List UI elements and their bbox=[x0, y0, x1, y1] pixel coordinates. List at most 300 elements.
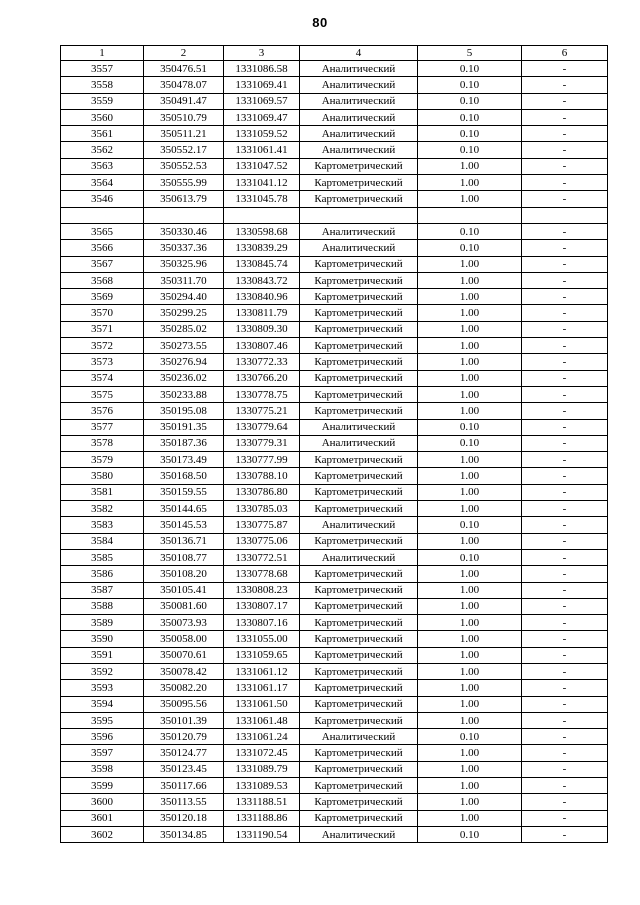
table-cell: 1331061.12 bbox=[224, 663, 300, 679]
table-row bbox=[61, 256, 608, 272]
table-row bbox=[61, 77, 608, 93]
table-cell: 1331059.65 bbox=[224, 647, 300, 663]
table-cell: 3572 bbox=[61, 338, 144, 354]
table-cell: Картометрический bbox=[300, 501, 418, 517]
table-cell: 0.10 bbox=[418, 435, 522, 451]
table-row bbox=[61, 549, 608, 565]
table-cell: 350325.96 bbox=[144, 256, 224, 272]
table-cell: 3592 bbox=[61, 663, 144, 679]
table-cell: - bbox=[522, 370, 608, 386]
table-cell: 350552.53 bbox=[144, 158, 224, 174]
table-cell: 350478.07 bbox=[144, 77, 224, 93]
table-cell: Картометрический bbox=[300, 191, 418, 207]
table-cell: Картометрический bbox=[300, 582, 418, 598]
table-cell: 350330.46 bbox=[144, 223, 224, 239]
table-row bbox=[61, 142, 608, 158]
table-cell: 1.00 bbox=[418, 794, 522, 810]
table-cell bbox=[61, 207, 144, 223]
table-cell: - bbox=[522, 631, 608, 647]
table-cell: Картометрический bbox=[300, 761, 418, 777]
table-cell: 350273.55 bbox=[144, 338, 224, 354]
column-header: 5 bbox=[418, 46, 522, 61]
table-cell: 350078.42 bbox=[144, 663, 224, 679]
table-cell: 3573 bbox=[61, 354, 144, 370]
table-row bbox=[61, 419, 608, 435]
table-row bbox=[61, 566, 608, 582]
table-cell: - bbox=[522, 501, 608, 517]
table-cell: - bbox=[522, 484, 608, 500]
table-cell: 1.00 bbox=[418, 680, 522, 696]
table-cell: 1.00 bbox=[418, 403, 522, 419]
column-header: 4 bbox=[300, 46, 418, 61]
table-cell: 0.10 bbox=[418, 517, 522, 533]
table-cell: 350120.79 bbox=[144, 729, 224, 745]
table-cell: 1330845.74 bbox=[224, 256, 300, 272]
table-cell: Картометрический bbox=[300, 289, 418, 305]
table-cell: - bbox=[522, 240, 608, 256]
table-cell: 1330807.17 bbox=[224, 598, 300, 614]
table-cell: 3576 bbox=[61, 403, 144, 419]
table-cell: 3589 bbox=[61, 615, 144, 631]
table-cell: Аналитический bbox=[300, 61, 418, 77]
table-cell: 350299.25 bbox=[144, 305, 224, 321]
table-row bbox=[61, 729, 608, 745]
table-cell: 1.00 bbox=[418, 582, 522, 598]
table-row bbox=[61, 615, 608, 631]
table-cell: 1330840.96 bbox=[224, 289, 300, 305]
table-cell: 3582 bbox=[61, 501, 144, 517]
table-cell: Картометрический bbox=[300, 338, 418, 354]
table-cell: Картометрический bbox=[300, 663, 418, 679]
table-row bbox=[61, 533, 608, 549]
table-cell: 350123.45 bbox=[144, 761, 224, 777]
table-cell: 350511.21 bbox=[144, 126, 224, 142]
table-cell: 3594 bbox=[61, 696, 144, 712]
table-cell: 350476.51 bbox=[144, 61, 224, 77]
table-cell: 1.00 bbox=[418, 452, 522, 468]
table-cell: 1.00 bbox=[418, 663, 522, 679]
table-row bbox=[61, 663, 608, 679]
table-cell: - bbox=[522, 549, 608, 565]
table-cell: 350168.50 bbox=[144, 468, 224, 484]
table-cell: 3602 bbox=[61, 826, 144, 842]
table-cell: - bbox=[522, 778, 608, 794]
table-cell: 1330778.75 bbox=[224, 386, 300, 402]
table-cell: 350491.47 bbox=[144, 93, 224, 109]
table-cell: 1331047.52 bbox=[224, 158, 300, 174]
table-row bbox=[61, 240, 608, 256]
table-cell: 3586 bbox=[61, 566, 144, 582]
table-row bbox=[61, 435, 608, 451]
table-cell: 350191.35 bbox=[144, 419, 224, 435]
table-row bbox=[61, 501, 608, 517]
table-cell: 0.10 bbox=[418, 77, 522, 93]
table-cell: Картометрический bbox=[300, 175, 418, 191]
table-cell bbox=[522, 207, 608, 223]
table-cell: 1330807.16 bbox=[224, 615, 300, 631]
table-cell: 350236.02 bbox=[144, 370, 224, 386]
table-row bbox=[61, 826, 608, 842]
table-cell: - bbox=[522, 419, 608, 435]
table-cell: - bbox=[522, 403, 608, 419]
table-cell: 1.00 bbox=[418, 370, 522, 386]
table-cell: 350070.61 bbox=[144, 647, 224, 663]
table-cell: Картометрический bbox=[300, 158, 418, 174]
table-cell: 1.00 bbox=[418, 598, 522, 614]
table-cell: 3569 bbox=[61, 289, 144, 305]
table-header-row bbox=[61, 46, 608, 61]
table-cell: 3559 bbox=[61, 93, 144, 109]
table-cell: 1331055.00 bbox=[224, 631, 300, 647]
table-cell: Картометрический bbox=[300, 615, 418, 631]
table-cell: 350095.56 bbox=[144, 696, 224, 712]
table-cell: - bbox=[522, 223, 608, 239]
table-cell: Картометрический bbox=[300, 272, 418, 288]
table-row bbox=[61, 452, 608, 468]
table-cell: 1.00 bbox=[418, 158, 522, 174]
table-cell: 1331069.47 bbox=[224, 109, 300, 125]
table-row bbox=[61, 354, 608, 370]
table-cell: Аналитический bbox=[300, 77, 418, 93]
table-cell: 1.00 bbox=[418, 354, 522, 370]
table-cell: Картометрический bbox=[300, 468, 418, 484]
table-cell: 0.10 bbox=[418, 549, 522, 565]
table-cell: - bbox=[522, 566, 608, 582]
table-row bbox=[61, 191, 608, 207]
table-cell bbox=[418, 207, 522, 223]
table-cell: 350082.20 bbox=[144, 680, 224, 696]
table-body bbox=[61, 61, 608, 843]
table-cell: 1.00 bbox=[418, 321, 522, 337]
table-cell: Картометрический bbox=[300, 321, 418, 337]
table-cell bbox=[224, 207, 300, 223]
table-cell: 350187.36 bbox=[144, 435, 224, 451]
table-cell: 3546 bbox=[61, 191, 144, 207]
table-row bbox=[61, 680, 608, 696]
table-cell: 1331061.48 bbox=[224, 712, 300, 728]
table-cell: 1331069.41 bbox=[224, 77, 300, 93]
table-cell: 1330779.31 bbox=[224, 435, 300, 451]
table-row bbox=[61, 778, 608, 794]
table-cell: 0.10 bbox=[418, 93, 522, 109]
table-cell: 3600 bbox=[61, 794, 144, 810]
table-cell: Картометрический bbox=[300, 354, 418, 370]
table-cell: 3560 bbox=[61, 109, 144, 125]
table-cell: 1331089.53 bbox=[224, 778, 300, 794]
table-row bbox=[61, 517, 608, 533]
table-cell: 0.10 bbox=[418, 240, 522, 256]
table-cell: 1330775.87 bbox=[224, 517, 300, 533]
table-cell: 0.10 bbox=[418, 223, 522, 239]
table-cell: 350120.18 bbox=[144, 810, 224, 826]
table-cell: 350173.49 bbox=[144, 452, 224, 468]
table-cell: 350073.93 bbox=[144, 615, 224, 631]
table-cell: - bbox=[522, 289, 608, 305]
table-row bbox=[61, 598, 608, 614]
table-cell: 3588 bbox=[61, 598, 144, 614]
table-cell: 350144.65 bbox=[144, 501, 224, 517]
table-cell: 3595 bbox=[61, 712, 144, 728]
table-cell: 0.10 bbox=[418, 126, 522, 142]
table-cell: 3577 bbox=[61, 419, 144, 435]
table-cell: 3570 bbox=[61, 305, 144, 321]
table-cell: 1330775.21 bbox=[224, 403, 300, 419]
table-cell: 3579 bbox=[61, 452, 144, 468]
table-cell: 350285.02 bbox=[144, 321, 224, 337]
column-header: 1 bbox=[61, 46, 144, 61]
table-cell: 350510.79 bbox=[144, 109, 224, 125]
table-cell: Картометрический bbox=[300, 598, 418, 614]
table-cell: 1331188.86 bbox=[224, 810, 300, 826]
table-row bbox=[61, 468, 608, 484]
table-cell: - bbox=[522, 745, 608, 761]
table-cell: 1330775.06 bbox=[224, 533, 300, 549]
table-cell: 1.00 bbox=[418, 386, 522, 402]
table-cell: 1331061.17 bbox=[224, 680, 300, 696]
table-cell: - bbox=[522, 321, 608, 337]
table-cell: - bbox=[522, 158, 608, 174]
table-cell: 1.00 bbox=[418, 305, 522, 321]
table-cell: 0.10 bbox=[418, 419, 522, 435]
table-cell: 1.00 bbox=[418, 615, 522, 631]
table-cell: 1330772.33 bbox=[224, 354, 300, 370]
coordinates-table bbox=[60, 45, 608, 843]
table-cell: - bbox=[522, 61, 608, 77]
table-row bbox=[61, 712, 608, 728]
table-cell: 1330786.80 bbox=[224, 484, 300, 500]
table-cell: - bbox=[522, 533, 608, 549]
table-cell: Картометрический bbox=[300, 403, 418, 419]
table-row bbox=[61, 272, 608, 288]
table-cell: 3575 bbox=[61, 386, 144, 402]
table-cell: 3567 bbox=[61, 256, 144, 272]
table-cell: Картометрический bbox=[300, 631, 418, 647]
table-cell: 3583 bbox=[61, 517, 144, 533]
table-cell: - bbox=[522, 452, 608, 468]
table-cell: 3564 bbox=[61, 175, 144, 191]
table-cell: 1.00 bbox=[418, 696, 522, 712]
table-row bbox=[61, 158, 608, 174]
table-cell: 0.10 bbox=[418, 109, 522, 125]
table-cell: Аналитический bbox=[300, 826, 418, 842]
table-cell: 1330777.99 bbox=[224, 452, 300, 468]
table-cell: 1330809.30 bbox=[224, 321, 300, 337]
table-cell: 1330843.72 bbox=[224, 272, 300, 288]
table-row bbox=[61, 223, 608, 239]
table-cell: 1330807.46 bbox=[224, 338, 300, 354]
table-cell: 1330766.20 bbox=[224, 370, 300, 386]
table-cell: Картометрический bbox=[300, 810, 418, 826]
table-cell: - bbox=[522, 77, 608, 93]
table-cell: 1331061.24 bbox=[224, 729, 300, 745]
table-row bbox=[61, 338, 608, 354]
table-cell: Картометрический bbox=[300, 533, 418, 549]
table-cell: 350552.17 bbox=[144, 142, 224, 158]
table-cell: - bbox=[522, 354, 608, 370]
table-cell: 1331045.78 bbox=[224, 191, 300, 207]
table-cell: 1330788.10 bbox=[224, 468, 300, 484]
table-cell: 1330785.03 bbox=[224, 501, 300, 517]
table-row bbox=[61, 794, 608, 810]
table-cell: 350105.41 bbox=[144, 582, 224, 598]
table-cell: 1331190.54 bbox=[224, 826, 300, 842]
table-cell: 3578 bbox=[61, 435, 144, 451]
table-row bbox=[61, 370, 608, 386]
table-cell: 3574 bbox=[61, 370, 144, 386]
table-cell: 350058.00 bbox=[144, 631, 224, 647]
table-cell: - bbox=[522, 729, 608, 745]
table-cell: - bbox=[522, 582, 608, 598]
table-cell: - bbox=[522, 696, 608, 712]
table-cell: - bbox=[522, 826, 608, 842]
table-cell: 1331072.45 bbox=[224, 745, 300, 761]
table-cell: - bbox=[522, 142, 608, 158]
table-row bbox=[61, 321, 608, 337]
table-row bbox=[61, 745, 608, 761]
table-cell: - bbox=[522, 598, 608, 614]
table-cell: Картометрический bbox=[300, 745, 418, 761]
table-cell: 1.00 bbox=[418, 175, 522, 191]
table-cell: Аналитический bbox=[300, 517, 418, 533]
table-cell: 1330598.68 bbox=[224, 223, 300, 239]
table-cell: 3558 bbox=[61, 77, 144, 93]
table-cell: Картометрический bbox=[300, 370, 418, 386]
table-row bbox=[61, 631, 608, 647]
table-cell: 3597 bbox=[61, 745, 144, 761]
table-cell: - bbox=[522, 93, 608, 109]
table-cell: 1.00 bbox=[418, 778, 522, 794]
table-cell: - bbox=[522, 663, 608, 679]
table-cell: Картометрический bbox=[300, 794, 418, 810]
table-cell: Картометрический bbox=[300, 452, 418, 468]
table-cell: 3598 bbox=[61, 761, 144, 777]
table-cell: 350108.77 bbox=[144, 549, 224, 565]
table-cell: 350081.60 bbox=[144, 598, 224, 614]
table-cell: 3585 bbox=[61, 549, 144, 565]
table-row bbox=[61, 582, 608, 598]
table-row bbox=[61, 207, 608, 223]
table-cell: 350101.39 bbox=[144, 712, 224, 728]
table-cell: 1331188.51 bbox=[224, 794, 300, 810]
table-cell: Аналитический bbox=[300, 142, 418, 158]
table-cell: 1.00 bbox=[418, 272, 522, 288]
table-cell: Аналитический bbox=[300, 419, 418, 435]
table-cell: 350294.40 bbox=[144, 289, 224, 305]
table-cell: 3565 bbox=[61, 223, 144, 239]
table-cell: 0.10 bbox=[418, 61, 522, 77]
table-cell: 350195.08 bbox=[144, 403, 224, 419]
table-cell: 350108.20 bbox=[144, 566, 224, 582]
table-cell: Аналитический bbox=[300, 93, 418, 109]
table-row bbox=[61, 61, 608, 77]
table-cell: 1331059.52 bbox=[224, 126, 300, 142]
table-cell: 3587 bbox=[61, 582, 144, 598]
table-cell: - bbox=[522, 761, 608, 777]
table-cell: 1.00 bbox=[418, 501, 522, 517]
table-row bbox=[61, 289, 608, 305]
table-cell: 1330778.68 bbox=[224, 566, 300, 582]
table-cell: - bbox=[522, 126, 608, 142]
table-cell: - bbox=[522, 305, 608, 321]
table-cell: 350555.99 bbox=[144, 175, 224, 191]
table-cell: 3584 bbox=[61, 533, 144, 549]
table-cell: - bbox=[522, 712, 608, 728]
table-cell: - bbox=[522, 191, 608, 207]
table-cell: Картометрический bbox=[300, 647, 418, 663]
table-cell: 1331041.12 bbox=[224, 175, 300, 191]
table-cell: - bbox=[522, 647, 608, 663]
table-cell: 1.00 bbox=[418, 191, 522, 207]
table-cell: 3593 bbox=[61, 680, 144, 696]
table-cell: 1.00 bbox=[418, 566, 522, 582]
table-cell: 3580 bbox=[61, 468, 144, 484]
column-header: 6 bbox=[522, 46, 608, 61]
table-cell: 1331061.50 bbox=[224, 696, 300, 712]
table-cell: - bbox=[522, 175, 608, 191]
table-cell: 3596 bbox=[61, 729, 144, 745]
table-cell: 1.00 bbox=[418, 647, 522, 663]
table-cell: 350117.66 bbox=[144, 778, 224, 794]
table-cell: 3563 bbox=[61, 158, 144, 174]
table-cell: - bbox=[522, 272, 608, 288]
table-row bbox=[61, 93, 608, 109]
table-cell: 1.00 bbox=[418, 761, 522, 777]
table-cell: 3566 bbox=[61, 240, 144, 256]
table-cell: Картометрический bbox=[300, 696, 418, 712]
table-cell: Картометрический bbox=[300, 386, 418, 402]
table-cell: 350159.55 bbox=[144, 484, 224, 500]
column-header: 2 bbox=[144, 46, 224, 61]
table-cell: - bbox=[522, 386, 608, 402]
table-cell: 1330839.29 bbox=[224, 240, 300, 256]
table-row bbox=[61, 484, 608, 500]
table-cell: 1.00 bbox=[418, 468, 522, 484]
table-cell: Аналитический bbox=[300, 435, 418, 451]
table-cell: 3561 bbox=[61, 126, 144, 142]
table-cell: 1.00 bbox=[418, 338, 522, 354]
table-cell: Аналитический bbox=[300, 729, 418, 745]
table-cell: 350136.71 bbox=[144, 533, 224, 549]
table-cell: Картометрический bbox=[300, 305, 418, 321]
table-cell: 1330779.64 bbox=[224, 419, 300, 435]
table-cell: Картометрический bbox=[300, 680, 418, 696]
table-cell: Картометрический bbox=[300, 256, 418, 272]
table-row bbox=[61, 175, 608, 191]
table-cell: 3591 bbox=[61, 647, 144, 663]
table-cell: 1.00 bbox=[418, 631, 522, 647]
table-cell: - bbox=[522, 794, 608, 810]
table-cell: 1331061.41 bbox=[224, 142, 300, 158]
table-row bbox=[61, 403, 608, 419]
table-row bbox=[61, 696, 608, 712]
table-cell: - bbox=[522, 338, 608, 354]
table-cell bbox=[144, 207, 224, 223]
table-cell: 1.00 bbox=[418, 745, 522, 761]
table-row bbox=[61, 126, 608, 142]
table-cell: - bbox=[522, 680, 608, 696]
table-cell: 3590 bbox=[61, 631, 144, 647]
table-cell: 1.00 bbox=[418, 484, 522, 500]
column-header: 3 bbox=[224, 46, 300, 61]
table-cell: 350113.55 bbox=[144, 794, 224, 810]
table-cell: 350276.94 bbox=[144, 354, 224, 370]
table-row bbox=[61, 386, 608, 402]
table-cell: 350134.85 bbox=[144, 826, 224, 842]
table-cell: - bbox=[522, 615, 608, 631]
page-number: 80 bbox=[312, 15, 328, 30]
table-cell: Аналитический bbox=[300, 109, 418, 125]
table-cell: 350233.88 bbox=[144, 386, 224, 402]
